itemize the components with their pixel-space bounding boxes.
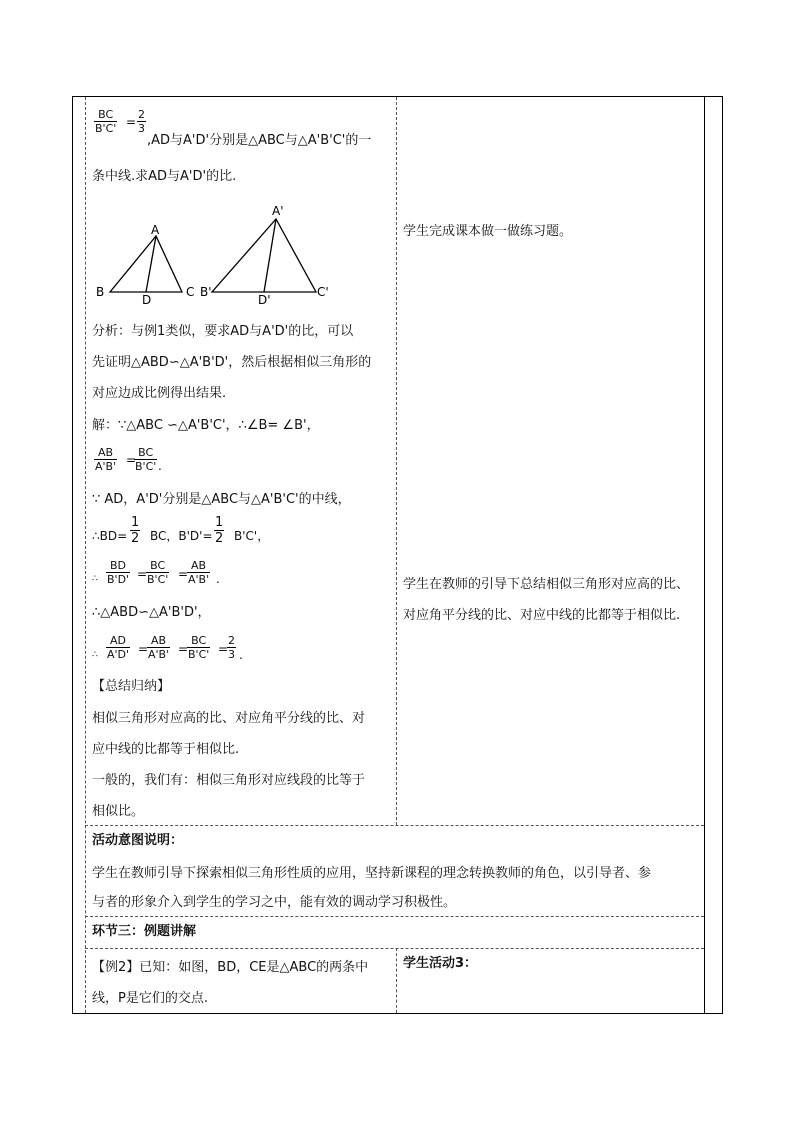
sol5-end: .	[216, 572, 220, 586]
example-2-line-1: 【例2】已知：如图，BD，CE是△ABC的两条中	[92, 960, 369, 975]
sol2-frac-2: $\frac{BC}{B'C'}$	[135, 446, 157, 473]
table-right-inner-border	[704, 96, 705, 1014]
sol5-pre: ∴	[92, 574, 98, 584]
summary-line-3: 一般的，我们有：相似三角形对应线段的比等于	[92, 773, 366, 788]
table-bottom-border	[72, 1013, 723, 1014]
given-ratio-rhs: $\frac{2}{3}$	[138, 108, 145, 135]
intent-title: 活动意图说明：	[92, 833, 184, 848]
sol5-frac-2: $\frac{BC}{B'C'}$	[147, 559, 169, 586]
label-b-prime: B'	[200, 285, 212, 299]
label-d-prime: D'	[258, 293, 271, 307]
table-top-border	[72, 96, 723, 97]
solution-line-1: 解：∵△ABC ∽△A'B'C'，∴∠B= ∠B'，	[92, 418, 320, 433]
triangle-a2b2c2	[212, 219, 316, 292]
student-summary-line-1: 学生在教师的引导下总结相似三角形对应高的比、	[403, 577, 690, 592]
solution-line-3: ∵ AD，A'D'分别是△ABC与△A'B'C'的中线，	[92, 492, 351, 507]
inner-left-border	[85, 97, 86, 1013]
sol7-frac-3: $\frac{BC}{B'C'}$	[188, 634, 210, 661]
summary-title: 【总结归纳】	[92, 679, 171, 694]
sol5-eq-1: =	[137, 567, 148, 581]
student-summary-line-2: 对应角平分线的比、对应中线的比都等于相似比.	[403, 608, 681, 623]
sol4-frac-1: $\frac{1}{2}$	[131, 515, 140, 546]
summary-line-4: 相似比。	[92, 804, 145, 819]
equals-sign: =	[126, 115, 137, 129]
analysis-line-1: 分析：与例1类似，要求AD与A'D'的比，可以	[92, 324, 354, 339]
similar-triangles-figure	[88, 200, 388, 310]
sol5-frac-3: $\frac{AB}{A'B'}$	[188, 559, 210, 586]
column-divider-bottom	[396, 948, 397, 1013]
row-divider-2	[85, 916, 704, 917]
intent-line-2: 与者的形象介入到学生的学习之中，能有效的调动学习积极性。	[92, 895, 457, 910]
label-c: C	[186, 285, 195, 299]
table-right-border	[722, 96, 723, 1014]
median-ad	[146, 236, 156, 292]
sol2-frac-1: $\frac{AB}{A'B'}$	[95, 446, 117, 473]
given-ratio-lhs: $\frac{BC}{B'C'}$	[95, 108, 117, 135]
solution-line-6: ∴△ABD∽△A'B'D'，	[92, 605, 211, 620]
problem-line-2: 条中线.求AD与A'D'的比.	[92, 169, 237, 184]
section-three-title: 环节三：例题讲解	[92, 924, 197, 939]
sol5-eq-2: =	[178, 567, 189, 581]
intent-line-1: 学生在教师引导下探索相似三角形性质的应用，坚持新课程的理念转换教师的角色，以引导者、参	[92, 866, 652, 881]
summary-line-1: 相似三角形对应高的比、对应角平分线的比、对	[92, 711, 366, 726]
sol4-frac-2: $\frac{1}{2}$	[215, 515, 224, 546]
row-divider-1	[85, 825, 704, 826]
example-2-line-2: 线，P是它们的交点.	[92, 991, 208, 1006]
sol7-eq-3: =	[218, 642, 229, 656]
sol2-end: .	[158, 459, 162, 473]
triangle-abc	[110, 236, 182, 292]
sol7-frac-2: $\frac{AB}{A'B'}$	[148, 634, 170, 661]
sol2-eq: =	[126, 453, 137, 467]
table-left-border	[72, 96, 73, 1014]
analysis-line-2: 先证明△ABD∽△A'B'D'，然后根据相似三角形的	[92, 355, 372, 370]
sol7-eq-2: =	[178, 642, 189, 656]
student-task-text: 学生完成课本做一做练习题。	[403, 224, 573, 239]
label-b: B	[96, 285, 105, 299]
label-d: D	[142, 293, 152, 307]
sol7-end: .	[239, 648, 243, 662]
column-divider-top	[396, 97, 397, 825]
row-divider-3	[85, 948, 704, 949]
sol5-frac-1: $\frac{BD}{B'D'}$	[107, 559, 130, 586]
sol4-mid: BC，B'D'=	[150, 529, 213, 543]
sol7-frac-1: $\frac{AD}{A'D'}$	[107, 634, 130, 661]
sol7-eq-1: =	[138, 642, 149, 656]
problem-line-1: ,AD与A'D'分别是△ABC与△A'B'C'的一	[147, 133, 372, 148]
student-activity-3: 学生活动3：	[403, 956, 478, 971]
analysis-line-3: 对应边成比例得出结果.	[92, 386, 227, 401]
sol7-frac-4: $\frac{2}{3}$	[228, 634, 235, 661]
label-a: A	[151, 223, 160, 237]
label-a-prime: A'	[272, 204, 284, 218]
sol7-pre: ∴	[92, 650, 98, 660]
sol4-end: B'C'，	[234, 529, 270, 543]
label-c-prime: C'	[317, 285, 329, 299]
sol4-pre: ∴BD=	[92, 529, 128, 543]
summary-line-2: 应中线的比都等于相似比.	[92, 742, 240, 757]
